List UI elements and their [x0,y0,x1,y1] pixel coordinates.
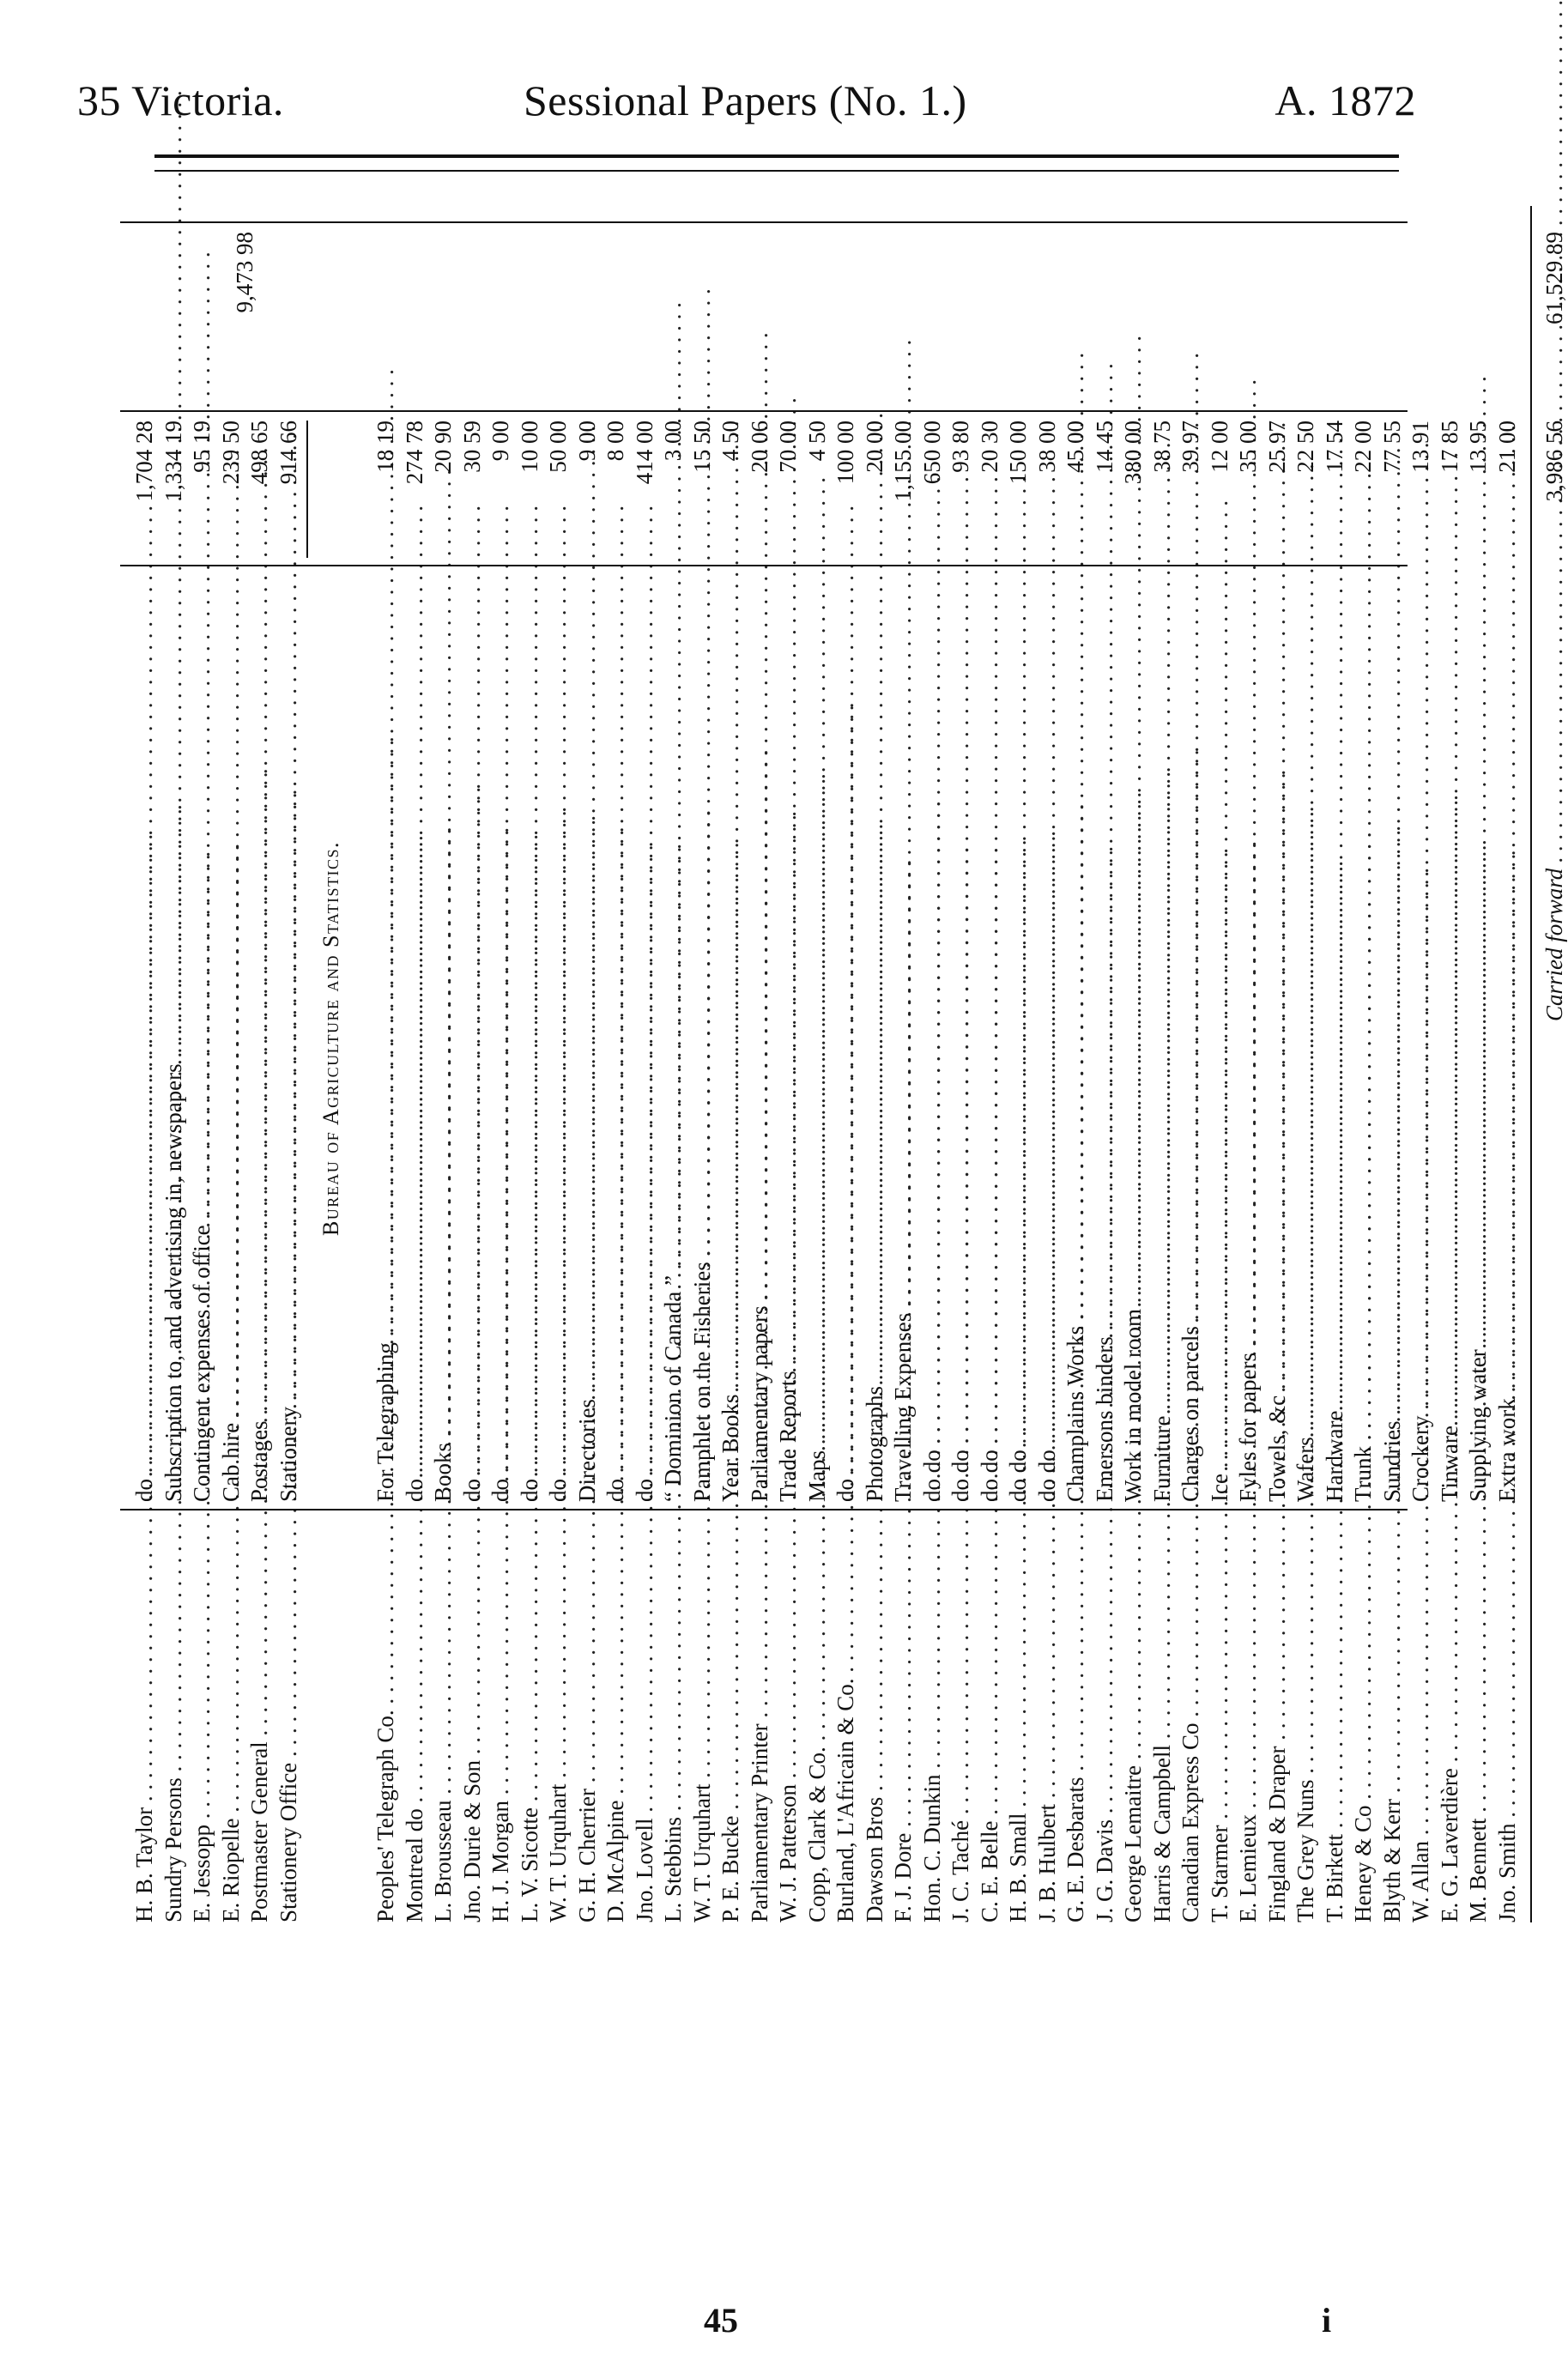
expense-description: Pamphlet on the Fisheries . . . [688,575,716,1502]
payee-name: Canadian Express Co . . . [1177,1519,1204,1922]
expense-amount: 95 19 [189,421,215,473]
expense-amount: 50 00 [545,421,571,473]
payee-name: E. G. Laverdière . . . [1436,1519,1463,1922]
payee-name: H. B. Taylor . . . [130,1519,158,1922]
expense-description: do . . . [832,575,859,1502]
payee-name: H. B. Small . . . [1004,1519,1032,1922]
payee-name: Jno. Smith . . . [1493,1519,1521,1922]
expense-description: Towels, &c . . . [1263,575,1291,1502]
expense-description: Trade Reports . . . [774,575,802,1502]
expense-amount: 39 97 [1178,421,1203,473]
expense-amount: 914 66 [275,421,301,485]
payee-name: Parliamentary Printer . . . [746,1519,773,1922]
payee-name: W. Allan . . . [1407,1519,1434,1922]
expense-amount: 10 00 [516,421,542,473]
expense-amount: 100 00 [832,421,858,485]
payee-name: H. J. Morgan . . . [487,1519,514,1922]
expense-amount: 17 85 [1436,421,1462,473]
expense-description: do . . . [487,575,514,1502]
expense-amount: 13 95 [1465,421,1491,473]
expense-amount: 4 50 [717,421,743,462]
payee-name: T. Starmer . . . [1206,1519,1233,1922]
expense-amount: 93 80 [947,421,973,473]
payee-name: Fingland & Draper . . . [1263,1519,1291,1922]
expense-amount: 25 97 [1263,421,1290,473]
expense-amount: 498 65 [246,421,272,485]
expense-amount: 20 06 [746,421,772,473]
payee-name: T. Birkett . . . [1321,1519,1348,1922]
column-rule [120,221,1408,223]
expense-amount: 21 00 [1493,421,1520,473]
expense-description: Fyles for papers . . . [1234,575,1262,1502]
expense-description: do . . . [544,575,572,1502]
expense-description: do . . . [458,575,486,1502]
expense-amount: 239 50 [217,421,244,485]
expense-amount: 1,704 28 [131,421,157,502]
payee-name: P. E. Bucke . . . [717,1519,744,1922]
expense-description: Travelling Expenses . . . [889,575,917,1502]
subtotal-rule [306,421,308,558]
payee-name: W. T. Urquhart . . . [544,1519,572,1922]
description-column [120,575,1567,1502]
expense-amount: 22 00 [1350,421,1376,473]
expense-amount: 22 50 [1293,421,1318,473]
expense-description: Contingent expenses of office . . . [188,575,215,1502]
expense-amount: 1,334 19 [160,421,186,502]
expense-amount: 38 75 [1148,421,1175,473]
expense-amount: 35 00 [1235,421,1261,473]
carried-forward-label: Carried forward . . . [1541,575,1568,1502]
expense-amount: 274 78 [401,421,427,485]
expense-amount: 20 00 [861,421,887,473]
expense-amount: 18 19 [372,421,398,473]
payee-name: Harris & Campbell . . . [1148,1519,1176,1922]
total-rule [1530,206,1532,1922]
expense-description: Extra work . . . [1493,575,1521,1502]
expense-amount: 38 00 [1033,421,1060,473]
expense-description: Work in model room . . . [1119,575,1147,1502]
column-rule [120,1509,1408,1510]
expense-description: do . . . [516,575,543,1502]
expense-amount: 30 59 [458,421,485,473]
payee-name: Blyth & Kerr . . . [1378,1519,1406,1922]
expense-description: Maps . . . [803,575,831,1502]
expense-amount: 15 50 [688,421,715,473]
subtotal-column [120,232,1567,403]
expense-description: Charges on parcels . . . [1177,575,1204,1502]
expense-description: Trunk . . . [1349,575,1377,1502]
expense-amount: 8 00 [602,421,628,462]
payee-name: J. B. Hulbert . . . [1033,1519,1061,1922]
expense-description: do . . . [130,575,158,1502]
expense-description: Hardware . . . [1321,575,1348,1502]
expense-description: Wafers . . . [1292,575,1319,1502]
section-subtotal: 9,473 98 [232,232,258,313]
payee-name: W. J. Patterson . . . [774,1519,802,1922]
expense-description: Directories . . . [573,575,601,1502]
expense-description: Cab hire . . . [217,575,245,1502]
expense-amount: 3 00 [660,421,686,462]
header-session: 35 Victoria. [77,76,284,124]
expense-amount: 4 50 [803,421,830,462]
payee-name: Hon. C. Dunkin . . . [918,1519,946,1922]
header-rule [154,154,1399,158]
expense-description: do do . . . [947,575,974,1502]
payee-name: Stationery Office . . . [275,1519,302,1922]
column-rule [120,565,1408,566]
payee-name: W. T. Urquhart . . . [688,1519,716,1922]
payee-name: Dawson Bros . . . [861,1519,888,1922]
amount-column [120,421,1567,558]
expense-amount: 9 00 [573,421,600,462]
column-rule [120,410,1408,412]
expense-description: do do . . . [1004,575,1032,1502]
section-title: Bureau of Agriculture and Statistics. [318,840,343,1237]
expense-amount: 77 55 [1378,421,1405,473]
expense-description: “ Dominion of Canada ” . . . [659,575,687,1502]
expense-description: Emersons binders . . . [1091,575,1118,1502]
page-roman-numeral: i [1322,2301,1332,2340]
payee-name: G. H. Cherrier . . . [573,1519,601,1922]
payee-name: E. Riopelle . . . [217,1519,245,1922]
payee-name: Burland, L'Africain & Co. . . . [832,1519,859,1922]
payee-name: Heney & Co . . . [1349,1519,1377,1922]
expense-description: Champlains Works . . . [1062,575,1089,1502]
carried-forward-amount: 3,986 56 [1541,421,1567,502]
payee-column [120,1519,1520,1922]
expense-description: Subscription to, and advertising in, newspapers . . . [160,575,187,1502]
payee-name: Sundry Persons . . . [160,1519,187,1922]
expense-description: Furniture . . . [1148,575,1176,1502]
payee-name: E. Jessopp . . . [188,1519,215,1922]
expense-description: Supplying water . . . [1464,575,1492,1502]
payee-name: L. Brousseau . . . [429,1519,457,1922]
expense-description: do . . . [401,575,428,1502]
expense-amount: 414 00 [631,421,657,485]
expense-description: Ice . . . [1206,575,1233,1502]
payee-name: J. C. Taché . . . [947,1519,974,1922]
payee-name: M. Bennett . . . [1464,1519,1492,1922]
expense-amount: 17 54 [1321,421,1347,473]
payee-name: Montreal do . . . [401,1519,428,1922]
accounts-table [120,206,1567,1922]
header-title: Sessional Papers (No. 1.) [524,76,967,124]
expense-amount: 9 00 [487,421,513,462]
payee-name: J. G. Davis . . . [1091,1519,1118,1922]
expense-amount: 1,155 00 [890,421,916,502]
expense-description: Year Books . . . [717,575,744,1502]
payee-name: L. Stebbins . . . [659,1519,687,1922]
payee-name: Copp, Clark & Co. . . . [803,1519,831,1922]
page-number: 45 [704,2301,738,2340]
expense-amount: 150 00 [1005,421,1031,485]
expense-amount: 12 00 [1206,421,1232,473]
expense-amount: 20 30 [976,421,1002,473]
expense-description: Books . . . [429,575,457,1502]
payee-name: George Lemaitre . . . [1119,1519,1147,1922]
expense-description: do do . . . [1033,575,1061,1502]
payee-name: Postmaster General . . . [245,1519,273,1922]
expense-description: Stationery . . . [275,575,302,1502]
payee-name: F. J. Dore . . . [889,1519,917,1922]
payee-name: Jno. Lovell . . . [631,1519,658,1922]
expense-amount: 20 90 [430,421,456,473]
expense-description: Photographs . . . [861,575,888,1502]
header-rule-thin [154,170,1399,172]
expense-description: do . . . [602,575,629,1502]
expense-amount: 13 91 [1408,421,1433,473]
expense-description: Postages . . . [245,575,273,1502]
payee-name: The Grey Nuns . . . [1292,1519,1319,1922]
expense-description: Tinware . . . [1436,575,1463,1502]
payee-name: C. E. Belle . . . [976,1519,1003,1922]
header-year: A. 1872 [1274,76,1416,124]
expense-description: Parliamentary papers . . . [746,575,773,1502]
expense-amount: 70 00 [775,421,801,473]
expense-amount: 45 00 [1062,421,1088,473]
expense-description: do do . . . [976,575,1003,1502]
carried-forward-subtotal: 61,529 89 [1541,232,1567,324]
payee-name: E. Lemieux . . . [1234,1519,1262,1922]
payee-name: G. E. Desbarats . . . [1062,1519,1089,1922]
payee-name: D. McAlpine . . . [602,1519,629,1922]
payee-name: Jno. Durie & Son . . . [458,1519,486,1922]
expense-amount: 650 00 [918,421,945,485]
expense-description: do . . . [631,575,658,1502]
expense-amount: 14 45 [1091,421,1117,473]
expense-description: For Telegraphing . . . [372,575,399,1502]
expense-description: Sundries . . . [1378,575,1406,1502]
expense-description: Crockery . . . [1407,575,1434,1502]
expense-amount: 380 00 [1120,421,1146,485]
expense-description: do do . . . [918,575,946,1502]
payee-name: L. V. Sicotte . . . [516,1519,543,1922]
payee-name: Peoples' Telegraph Co. . . . [372,1519,399,1922]
